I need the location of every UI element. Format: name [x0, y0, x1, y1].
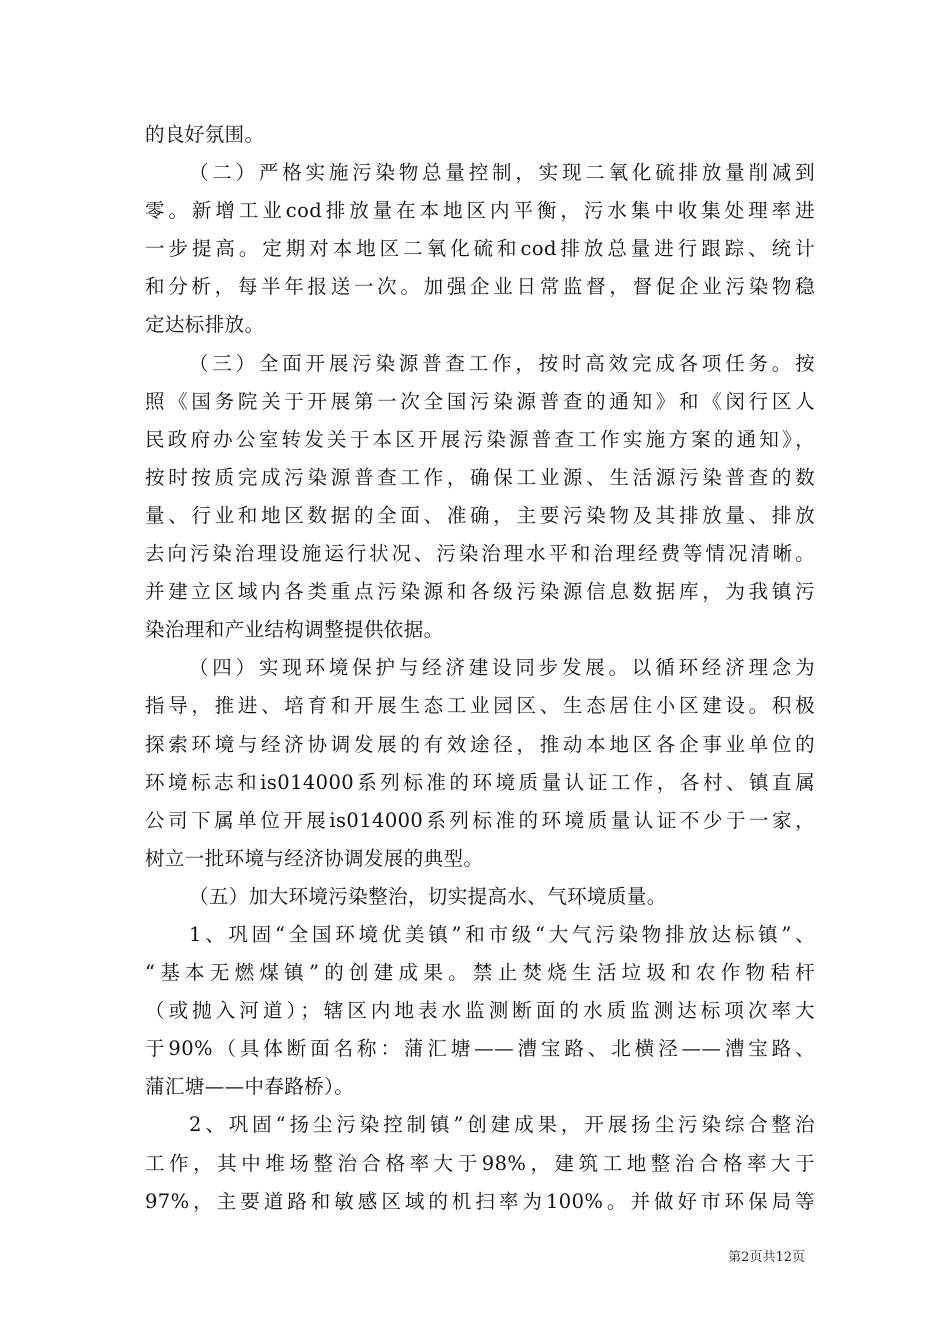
- text-line-4: 一步提高。定期对本地区二氧化硫和cod排放总量进行跟踪、统计: [145, 237, 815, 261]
- text-line-24: （或抛入河道）；辖区内地表水监测断面的水质监测达标项次率大: [145, 999, 815, 1023]
- text-line-19: 公司下属单位开展is014000系列标准的环境质量认证不少于一家，: [145, 808, 815, 832]
- text-line-3: 零。新增工业cod排放量在本地区内平衡，污水集中收集处理率进: [145, 199, 815, 223]
- text-line-11: 量、行业和地区数据的全面、准确，主要污染物及其排放量、排放: [145, 503, 815, 527]
- text-line-13: 并建立区域内各类重点污染源和各级污染源信息数据库，为我镇污: [145, 580, 815, 604]
- text-line-5: 和分析，每半年报送一次。加强企业日常监督，督促企业污染物稳: [145, 275, 815, 299]
- text-line-29: 97%，主要道路和敏感区域的机扫率为100%。并做好市环保局等: [145, 1189, 815, 1213]
- text-line-27: 2、巩固“扬尘污染控制镇”创建成果，开展扬尘污染综合整治: [189, 1113, 815, 1137]
- text-line-9: 民政府办公室转发关于本区开展污染源普查工作实施方案的通知》，: [145, 427, 815, 451]
- text-line-25: 于90%（具体断面名称：蒲汇塘——漕宝路、北横泾——漕宝路、: [145, 1037, 815, 1061]
- text-line-6: 定达标排放。: [145, 313, 265, 337]
- text-line-17: 探索环境与经济协调发展的有效途径，推动本地区各企事业单位的: [145, 732, 815, 756]
- body-text: [145, 116, 815, 1221]
- text-line-12: 去向污染治理设施运行状况、污染治理水平和治理经费等情况清晰。: [145, 542, 815, 566]
- text-line-14: 染治理和产业结构调整提供依据。: [145, 618, 444, 642]
- text-line-2: （二）严格实施污染物总量控制，实现二氧化硫排放量削减到: [189, 161, 815, 185]
- text-line-15: （四）实现环境保护与经济建设同步发展。以循环经济理念为: [189, 656, 815, 680]
- text-line-18: 环境标志和is014000系列标准的环境质量认证工作，各村、镇直属: [145, 770, 815, 794]
- text-line-21: （五）加大环境污染整治，切实提高水、气环境质量。: [189, 884, 667, 908]
- text-line-26: 蒲汇塘——中春路桥）。: [145, 1075, 355, 1099]
- text-line-23: “基本无燃煤镇”的创建成果。禁止焚烧生活垃圾和农作物秸杆: [145, 961, 815, 985]
- text-line-7: （三）全面开展污染源普查工作，按时高效完成各项任务。按: [189, 351, 815, 375]
- page-number-footer: 第2页共12页: [728, 1250, 805, 1265]
- text-line-10: 按时按质完成污染源普查工作，确保工业源、生活源污染普查的数: [145, 465, 815, 489]
- text-line-22: 1、巩固“全国环境优美镇”和市级“大气污染物排放达标镇”、: [189, 922, 815, 946]
- text-line-20: 树立一批环境与经济协调发展的典型。: [145, 846, 484, 870]
- text-line-16: 指导，推进、培育和开展生态工业园区、生态居住小区建设。积极: [145, 694, 815, 718]
- text-line-28: 工作，其中堆场整治合格率大于98%，建筑工地整治合格率大于: [145, 1151, 815, 1175]
- text-line-1: 的良好氛围。: [145, 123, 265, 146]
- text-line-8: 照《国务院关于开展第一次全国污染源普查的通知》和《闵行区人: [145, 389, 815, 413]
